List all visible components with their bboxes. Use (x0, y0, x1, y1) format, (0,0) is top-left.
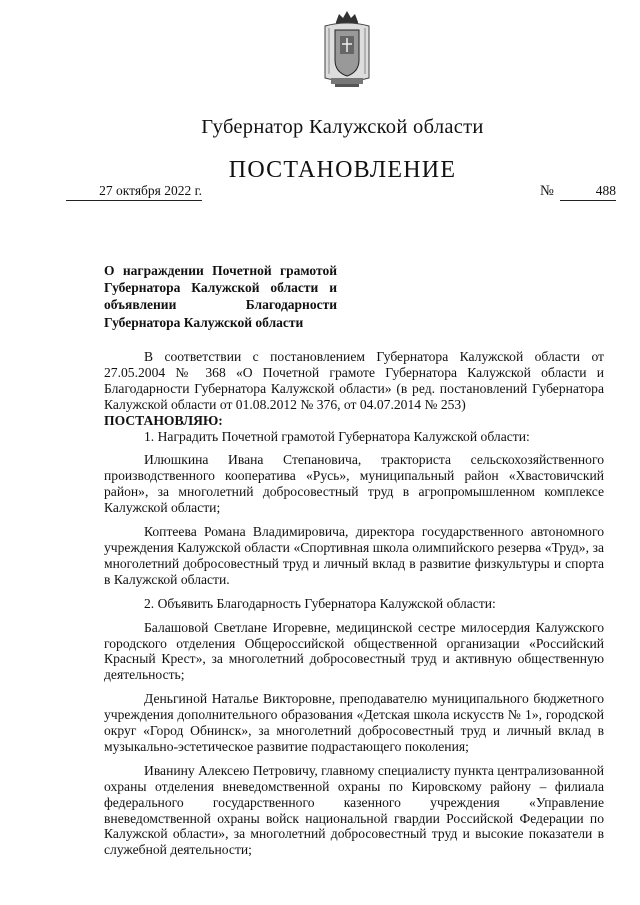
coat-of-arms-emblem (323, 8, 371, 88)
award-paragraph: Илюшкина Ивана Степановича, тракториста сельскохозяйственного производственного кооператива «Русь», муниципальный район «Хвастовичский район», за многолетний добросовестный труд в агропромышленном комплексе Калужской области; (104, 452, 604, 516)
document-subject: О награждении Почетной грамотой Губернатора Калужской области и объявлении Благодарности Губернатора Калужской области (104, 263, 337, 330)
award-paragraph: Коптеева Романа Владимировича, директора государственного автономного учреждения Калужской области «Спортивная школа олимпийского резерва «Труд», за многолетний добросовестный труд и личный вклад в развитие физкультуры и спорта в Калужской области. (104, 524, 604, 587)
document-type-heading: ПОСТАНОВЛЕНИЕ (228, 157, 457, 183)
gratitude-paragraph: Балашовой Светлане Игоревне, медицинской сестре милосердия Калужского городского отделения Общероссийской общественной организации «Российский Красный Крест», за многолетний добросовестный труд и активную общественную деятельность; (104, 619, 604, 683)
item-2-heading: 2. Объявить Благодарность Губернатора Калужской области: (144, 595, 496, 611)
preamble-paragraph: В соответствии с постановлением Губернатора Калужской области от 27.05.2004 № 368 «О Почетной грамоте Губернатора Калужской области и Благодарности Губернатора Калужской области» (в ред. постановлений Губернатора Калужской области от 01.08.2012 № 376, от 04.07.2014 № 253) (104, 349, 604, 412)
number-label: № (540, 183, 554, 199)
gratitude-paragraph: Деньгиной Наталье Викторовне, преподавателю муниципального бюджетного учреждения дополнительного образования «Детская школа искусств № 1», городской округ «Город Обнинск», за многолетний добросовестный труд и личный вклад в музыкально-эстетическое развитие подрастающего поколения; (104, 691, 604, 754)
resolve-heading: ПОСТАНОВЛЯЮ: (104, 412, 223, 428)
document-date: 27 октября 2022 г. (66, 183, 202, 201)
gratitude-paragraph: Иванину Алексею Петровичу, главному специалисту пункта централизованной охраны отделения вневедомственной охраны по Кировскому району – филиала федерального государственного казенного учреждения «Управление вневедомственной охраны войск национальной гвардии Российской Федерации по Калужской области», за многолетний добросовестный труд и высокие показатели в служебной деятельности; (104, 762, 604, 858)
document-body (104, 349, 604, 858)
document-number: 488 (560, 183, 616, 201)
issuer-title: Губернатор Калужской области (201, 116, 484, 138)
item-1-heading: 1. Наградить Почетной грамотой Губернатора Калужской области: (144, 428, 530, 444)
